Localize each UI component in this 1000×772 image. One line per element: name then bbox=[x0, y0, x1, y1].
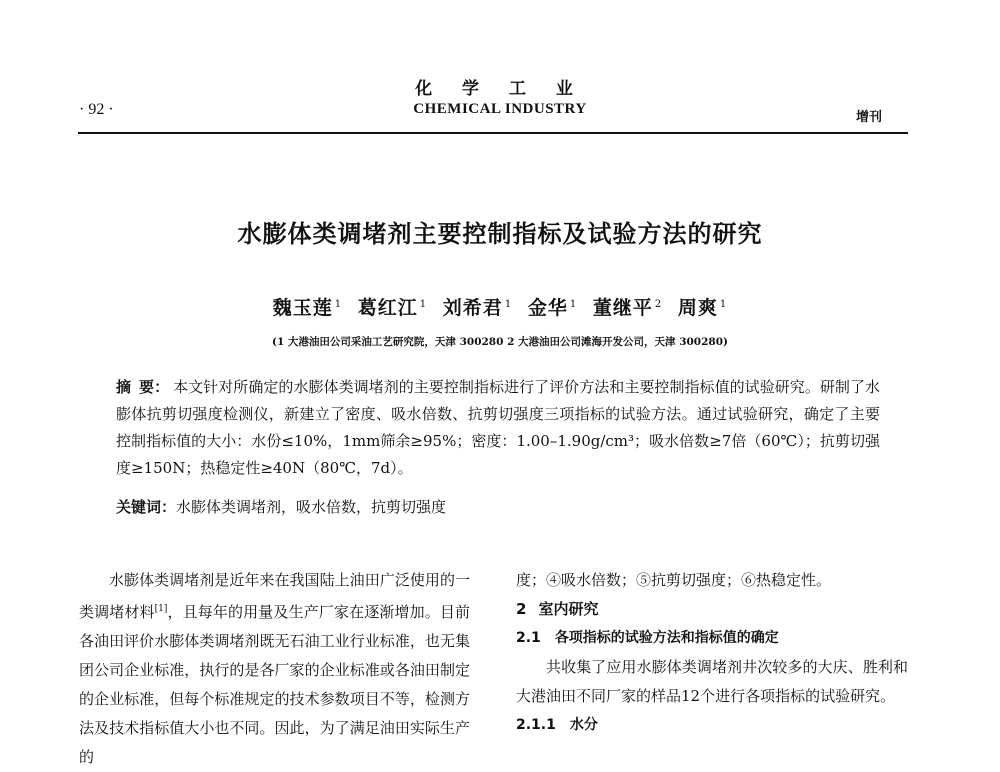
section-number: 2 bbox=[516, 600, 527, 618]
author bbox=[593, 293, 662, 320]
author-affiliation-mark: 1 bbox=[719, 298, 728, 310]
page-number: · 92 · bbox=[79, 101, 114, 118]
author bbox=[358, 293, 427, 320]
subsection-heading bbox=[516, 624, 908, 653]
author-name: 葛红江 bbox=[357, 297, 418, 319]
citation-ref: [1] bbox=[154, 604, 168, 614]
author-affiliation-mark: 2 bbox=[654, 298, 663, 310]
author-affiliation-mark: 1 bbox=[569, 298, 578, 310]
author-affiliation-mark: 1 bbox=[504, 298, 513, 310]
abstract-label-part: 摘 bbox=[116, 378, 132, 396]
affiliation-line: (1 大港油田公司采油工艺研究院，天津 300280 2 大港油田公司滩海开发公司，天津 300280) bbox=[272, 336, 728, 348]
abstract-label bbox=[116, 378, 169, 396]
author bbox=[528, 293, 577, 320]
header-rule bbox=[78, 132, 908, 134]
subsection-title: 各项指标的试验方法和指标值的确定 bbox=[554, 630, 779, 646]
author-list bbox=[0, 293, 1000, 320]
keywords bbox=[116, 494, 880, 521]
journal-name-en: CHEMICAL INDUSTRY bbox=[413, 101, 587, 117]
abstract-label-part: 要： bbox=[139, 378, 170, 396]
keywords-text: 水膨体类调堵剂，吸水倍数，抗剪切强度 bbox=[176, 498, 447, 516]
author bbox=[273, 293, 342, 320]
issue-label: 增刊 bbox=[855, 110, 882, 125]
keywords-label: 关键词： bbox=[116, 498, 177, 516]
author bbox=[678, 293, 727, 320]
section-heading bbox=[516, 595, 908, 624]
subsubsection-title: 水分 bbox=[569, 717, 598, 733]
body-column-left bbox=[79, 566, 470, 772]
body-text: ，且每年的用量及生产厂家在逐渐增加。目前各油田评价水膨体类调堵剂既无石油工业行业标准，也无集团公司企业标准，执行的是各厂家的企业标准或各油田制定的企业标准，但每个标准规定的技术参数项目不等，检测方法及技术指标值大小也不同。因此，为了满足油田实际生产的 bbox=[79, 603, 470, 766]
journal-name-cn: 化 学 工 业 bbox=[415, 79, 585, 99]
subsubsection-heading bbox=[516, 711, 908, 740]
body-paragraph bbox=[79, 566, 470, 772]
running-head bbox=[0, 0, 1000, 140]
paper-title: 水膨体类调堵剂主要控制指标及试验方法的研究 bbox=[237, 220, 763, 248]
section-title: 室内研究 bbox=[538, 600, 599, 618]
abstract-text: 本文针对所确定的水膨体类调堵剂的主要控制指标进行了评价方法和主要控制指标值的试验研究。研制了水膨体抗剪切强度检测仪，新建立了密度、吸水倍数、抗剪切强度三项指标的试验方法。通过试验研究，确定了主要控制指标值的大小：水份≤10%，1mm筛余≥95%；密度：1.00–1.90g/cm³；吸水倍数≥7倍（60℃）；抗剪切强度≥150N；热稳定性≥40N（80℃，7d）。 bbox=[116, 378, 880, 477]
author bbox=[443, 293, 512, 320]
body-paragraph: 共收集了应用水膨体类调堵剂井次较多的大庆、胜利和大港油田不同厂家的样品12个进行各项指标的试验研究。 bbox=[516, 658, 908, 705]
author-name: 周爽 bbox=[677, 297, 718, 319]
author-affiliation-mark: 1 bbox=[334, 298, 343, 310]
subsection-number: 2.1 bbox=[516, 630, 541, 646]
author-name: 金华 bbox=[527, 297, 568, 319]
body-paragraph: 度；④吸水倍数；⑤抗剪切强度；⑥热稳定性。 bbox=[516, 571, 832, 589]
subsubsection-number: 2.1.1 bbox=[516, 717, 556, 733]
abstract bbox=[116, 374, 880, 482]
author-name: 刘希君 bbox=[442, 297, 503, 319]
author-name: 魏玉莲 bbox=[272, 297, 333, 319]
author-affiliation-mark: 1 bbox=[419, 298, 428, 310]
author-name: 董继平 bbox=[592, 297, 653, 319]
body-text: 水膨体类调堵剂是近年来在我国陆上油田广泛使用的一类调堵材料 bbox=[79, 571, 470, 621]
body-column-right bbox=[516, 566, 908, 740]
